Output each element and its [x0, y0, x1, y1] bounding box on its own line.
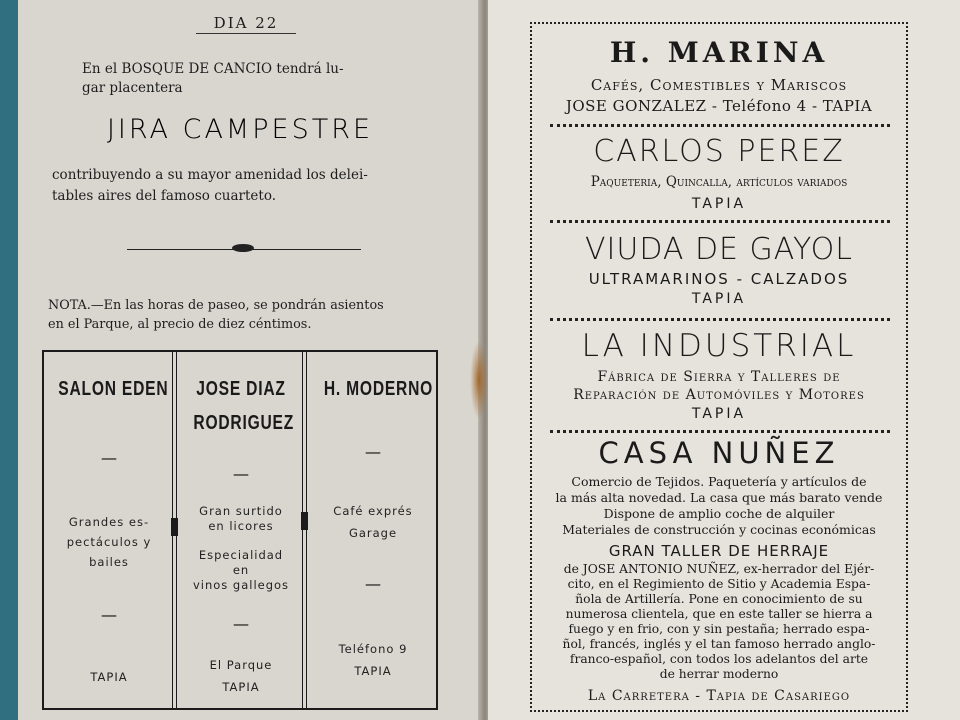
ad-h-moderno [310, 352, 436, 708]
ad-taller-title: GRAN TALLER DE HERRAJE [608, 542, 830, 560]
ad-footer-line: TAPIA [222, 680, 260, 694]
ad-nunez-line: la más alta novedad. La casa que más barato vende [555, 490, 883, 505]
ad-carlos-name: CARLOS PEREZ [593, 134, 845, 169]
ad-taller-line: ñol, francés, inglés y el tan famoso herrado anglo- [562, 637, 876, 651]
ad-industrial-name: LA INDUSTRIAL [581, 328, 857, 364]
ad-dash: — [365, 442, 381, 461]
divider-mark [171, 518, 178, 536]
ad-desc-line: Café exprés [333, 504, 413, 518]
ad-title: JOSE DIAZ [196, 378, 286, 400]
ad-desc-line: Garage [348, 526, 398, 540]
ad-footer-line: El Parque [209, 658, 273, 672]
ad-title: H. MODERNO [323, 378, 434, 400]
ad-dash: — [233, 614, 249, 633]
dotted-separator [550, 220, 890, 223]
ad-jose-diaz [180, 352, 302, 708]
ad-description [310, 500, 436, 544]
ad-title: RODRIGUEZ [193, 412, 295, 434]
ad-desc-line: bailes [89, 555, 129, 569]
ad-dash: — [365, 574, 381, 593]
intro-line: En el BOSQUE DE CANCIO tendrá lu- [82, 61, 344, 77]
ornament-dot [232, 244, 254, 252]
body-line: tables aires del famoso cuarteto. [52, 188, 277, 204]
ad-desc-line: en [232, 563, 250, 577]
jira-title: JIRA CAMPESTRE [106, 114, 374, 145]
nota-line: NOTA.—En las horas de paseo, se pondrán asientos [48, 298, 384, 313]
ad-desc-line: en licores [208, 519, 274, 533]
day-heading: DIA 22 [213, 14, 279, 32]
divider-mark [301, 512, 308, 530]
ad-nunez-line: Dispone de amplio coche de alquiler [603, 506, 835, 521]
ad-gayol-line2: TAPIA [691, 291, 747, 307]
ad-taller-body [530, 562, 908, 682]
ad-footer: TAPIA [90, 670, 128, 684]
ad-taller-line: cito, en el Regimiento de Sitio y Academia Espa- [567, 577, 871, 591]
nota-text [48, 296, 384, 334]
ad-title: SALON EDEN [58, 378, 169, 400]
day-underline [196, 33, 296, 34]
ad-taller-line: franco-español, con todos los adelantos del arte [569, 652, 869, 666]
intro-text [82, 60, 344, 98]
dotted-separator [550, 430, 890, 433]
ad-industrial-line3: TAPIA [691, 406, 747, 422]
ad-dash: — [233, 464, 249, 483]
ad-industrial-line2: Reparación de Automóviles y Motores [573, 387, 865, 403]
dotted-separator [550, 124, 890, 127]
ad-description [180, 504, 302, 534]
ad-footer [310, 638, 436, 682]
ad-nunez-line: Comercio de Tejidos. Paquetería y artículos de [571, 474, 867, 489]
ad-gayol-name: VIUDA DE GAYOL [584, 232, 853, 267]
body-line: contribuyendo a su mayor amenidad los delei- [52, 167, 368, 183]
ad-nunez-footer: La Carretera - Tapia de Casariego [587, 688, 851, 704]
dotted-separator [550, 318, 890, 321]
ad-marina-line1: Cafés, Comestibles y Mariscos [590, 76, 848, 94]
ad-dash: — [101, 448, 117, 467]
ad-desc-line: vinos gallegos [192, 578, 290, 592]
ad-footer-line: Teléfono 9 [338, 642, 408, 656]
ad-nunez-line: Materiales de construcción y cocinas económicas [562, 522, 876, 537]
ad-taller-line: fuego y en frio, con y sin pestaña; herrado espa- [568, 622, 870, 636]
ad-carlos-line1: Paqueteria, Quincalla, artículos variados [590, 174, 848, 190]
ads-box [42, 350, 438, 710]
ad-industrial-line1: Fábrica de Sierra y Talleres de [597, 369, 841, 385]
ad-description-2 [180, 548, 302, 593]
nota-line: en el Parque, al precio de diez céntimos. [48, 317, 312, 332]
ad-marina-name: H. MARINA [609, 36, 829, 69]
ad-desc-line: pectáculos y [66, 535, 152, 549]
column-divider [302, 352, 307, 708]
intro-line: gar placentera [82, 80, 183, 96]
ad-footer [180, 654, 302, 698]
ad-carlos-line2: TAPIA [691, 196, 747, 212]
ad-taller-line: ñola de Artillería. Pone en conocimiento de su [575, 592, 863, 606]
body-text [52, 165, 368, 207]
ad-taller-line: de JOSE ANTONIO NUÑEZ, ex-herrador del Ejér- [563, 562, 875, 576]
ad-gayol-line1: ULTRAMARINOS - CALZADOS [588, 270, 850, 288]
ad-nunez-name: CASA NUÑEZ [598, 436, 840, 470]
ad-nunez-body [530, 474, 908, 538]
ad-taller-line: numerosa clientela, que en este taller se hierra a [565, 607, 873, 621]
ad-marina-line2: JOSE GONZALEZ - Teléfono 4 - TAPIA [565, 97, 873, 115]
ad-desc-line: Grandes es- [68, 515, 150, 529]
ad-taller-line: de herrar moderno [659, 667, 779, 681]
ad-desc-line: Gran surtido [199, 504, 283, 518]
ad-salon-eden [44, 352, 174, 708]
ad-dash: — [101, 605, 117, 624]
ad-footer-line: TAPIA [354, 664, 392, 678]
rust-stain [470, 340, 488, 420]
ad-desc-line: Especialidad [198, 548, 284, 562]
ad-description [44, 512, 174, 572]
